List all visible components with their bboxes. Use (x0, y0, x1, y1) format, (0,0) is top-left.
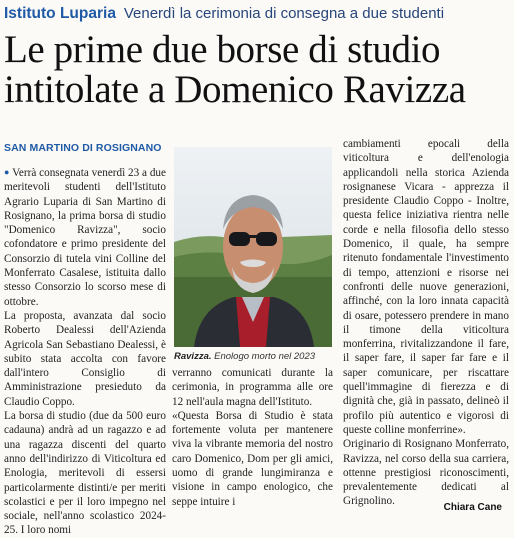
caption-name: Ravizza. (174, 351, 212, 362)
paragraph-3-end: verranno comunicati durante la cerimonia, in programma alle ore 12 nell'aula magna dell'Istituto. (172, 367, 333, 408)
paragraph-2: La proposta, avanzata dal socio Roberto Dealessi dell'Azienda Agricola San Sebastiano Dealessi, è subito stata accolta con favore dall'intero Consiglio di Amministrazione presieduto da Claudio Coppo. (4, 309, 166, 408)
bullet-icon: ● (4, 167, 10, 177)
portrait-photo (174, 147, 332, 347)
headline-line-1: Le prime due borse di studio (4, 28, 441, 71)
portrait-image (174, 147, 332, 347)
caption-text: Enologo morto nel 2023 (214, 351, 316, 362)
paragraph-4-start: «Questa Borsa di Studio è stata fortemente voluta per mantenere viva la vibrante memoria del nostro caro Domenico, Dom per gli amici, uomo di grande lungimiranza e visione in campo enologico, che seppe intuire i (172, 409, 333, 508)
kicker (4, 4, 514, 24)
paragraph-3-start: La borsa di studio (due da 500 euro cadauna) andrà ad un ragazzo e ad una ragazza discenti del quarto anno dell'indirizzo di Viticoltura ed Enologia, meritevoli di essersi particolarmente distinti/e per meriti scolastici e per il loro impegno nel sociale, nell'anno scolastico 2024-25. I loro nomi (4, 410, 166, 537)
dateline: SAN MARTINO DI ROSIGNANO (4, 142, 162, 154)
paragraph-1-text: Verrà consegnata venerdì 23 a due meritevoli studenti dell'Istituto Agrario Luparia di San Martino di Rosignano, la prima borsa di studio "Domenico Ravizza", socio cofondatore e primo presidente del Consorzio di tutela vini Colline del Monferrato Casalese, istituita dallo stesso Consorzio lo scorso mese di ottobre. (4, 167, 166, 308)
headline (4, 30, 512, 110)
headline-line-2: intitolate a Domenico Ravizza (4, 68, 466, 111)
paragraph-1 (4, 165, 166, 309)
kicker-subtitle: Venerdì la cerimonia di consegna a due studenti (123, 5, 445, 22)
paragraph-5: Originario di Rosignano Monferrato, Ravizza, nel corso della sua carriera, ottenne prestigiosi riconoscimenti, prevalentemente dedicati al Grignolino. (343, 438, 509, 508)
article-column-2 (172, 366, 333, 509)
paragraph-4-end: cambiamenti epocali della viticoltura e dell'enologia applicandoli nella storica Azienda rosignanese Vicara - apprezza il presidente Claudio Coppo - Inoltre, questa felice iniziativa rientra nelle corde e nella filosofia dello stesso Domenico, il quale, ha sempre ritenuto fondamentale l'investimento di tempo, attenzioni e risorse nei confronti delle nuove generazioni, affinché, con la loro innata capacità di osare, potessero prendere in mano il timone della viticoltura monferrina, rivitalizzandone il fare, il saper fare, il saper far fare e il saper comunicare, per riscattare quell'immagine di fierezza e di dignità che, già in passato, delineò il profilo più autentico e vigorosi di queste colline monferrine». (343, 138, 509, 436)
photo-caption (174, 351, 334, 362)
byline: Chiara Cane (443, 502, 502, 513)
article-column-3 (343, 137, 509, 509)
article-column-1 (4, 165, 166, 538)
section-brand: Istituto Luparia (4, 5, 116, 22)
